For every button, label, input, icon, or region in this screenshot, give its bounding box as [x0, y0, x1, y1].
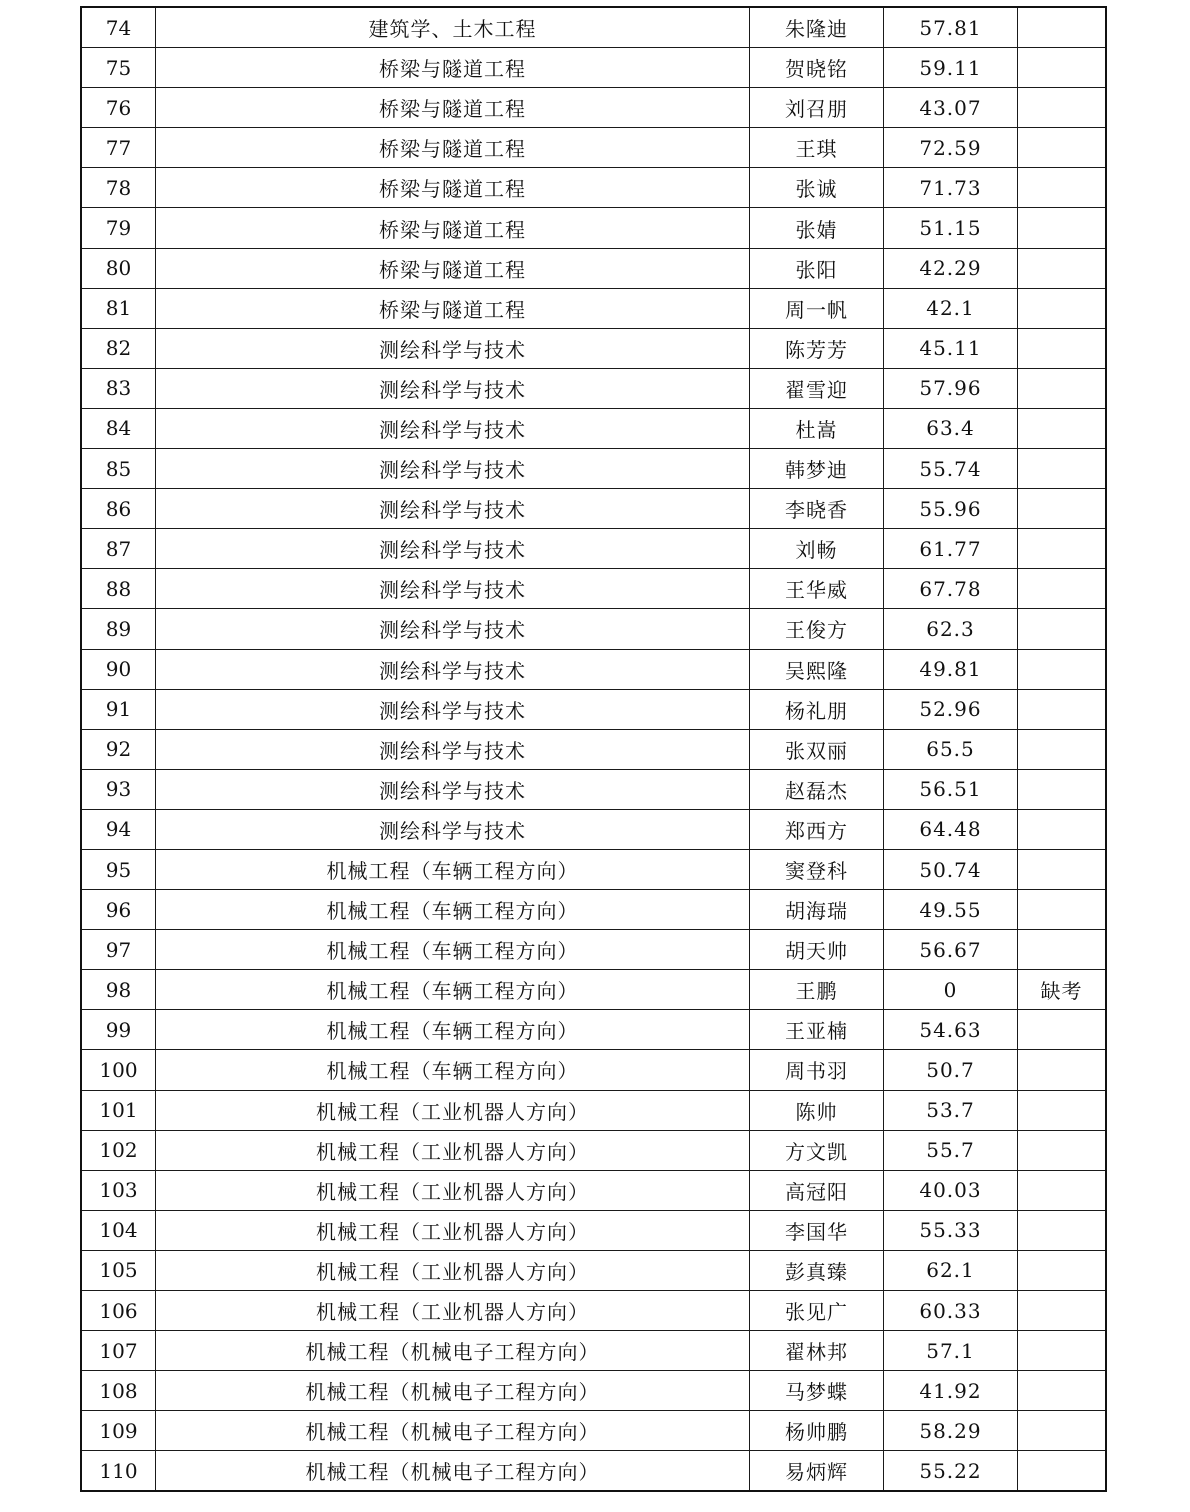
student-name-cell: 王琪 [750, 128, 884, 168]
table-row [81, 7, 1106, 48]
table-row [81, 1010, 1106, 1050]
score-cell: 49.55 [884, 890, 1018, 930]
major-cell: 测绘科学与技术 [156, 609, 750, 649]
note-cell [1018, 609, 1107, 649]
score-cell: 58.29 [884, 1411, 1018, 1451]
note-cell [1018, 449, 1107, 489]
row-number-cell: 80 [81, 248, 156, 288]
major-cell: 桥梁与隧道工程 [156, 128, 750, 168]
major-cell: 机械工程（车辆工程方向） [156, 1010, 750, 1050]
major-cell: 测绘科学与技术 [156, 449, 750, 489]
major-cell: 机械工程（机械电子工程方向） [156, 1371, 750, 1411]
note-cell [1018, 88, 1107, 128]
table-row [81, 1090, 1106, 1130]
table-row [81, 408, 1106, 448]
student-name-cell: 张婧 [750, 208, 884, 248]
score-cell: 65.5 [884, 729, 1018, 769]
row-number-cell: 97 [81, 930, 156, 970]
student-name-cell: 郑西方 [750, 809, 884, 849]
major-cell: 测绘科学与技术 [156, 569, 750, 609]
row-number-cell: 77 [81, 128, 156, 168]
student-name-cell: 杨帅鹏 [750, 1411, 884, 1451]
table-row [81, 88, 1106, 128]
student-name-cell: 李国华 [750, 1210, 884, 1250]
note-cell [1018, 1170, 1107, 1210]
table-row [81, 449, 1106, 489]
score-cell: 49.81 [884, 649, 1018, 689]
major-cell: 机械工程（机械电子工程方向） [156, 1411, 750, 1451]
note-cell [1018, 689, 1107, 729]
table-row [81, 1050, 1106, 1090]
row-number-cell: 109 [81, 1411, 156, 1451]
row-number-cell: 105 [81, 1250, 156, 1290]
table-row [81, 970, 1106, 1010]
table-row [81, 288, 1106, 328]
student-name-cell: 翟雪迎 [750, 368, 884, 408]
row-number-cell: 82 [81, 328, 156, 368]
major-cell: 测绘科学与技术 [156, 408, 750, 448]
major-cell: 机械工程（工业机器人方向） [156, 1250, 750, 1290]
row-number-cell: 78 [81, 168, 156, 208]
score-cell: 55.96 [884, 489, 1018, 529]
score-cell: 55.74 [884, 449, 1018, 489]
score-cell: 56.51 [884, 769, 1018, 809]
table-row [81, 769, 1106, 809]
score-cell: 52.96 [884, 689, 1018, 729]
score-cell: 53.7 [884, 1090, 1018, 1130]
score-cell: 43.07 [884, 88, 1018, 128]
major-cell: 测绘科学与技术 [156, 769, 750, 809]
row-number-cell: 95 [81, 849, 156, 889]
note-cell [1018, 930, 1107, 970]
table-row [81, 208, 1106, 248]
note-cell [1018, 1130, 1107, 1170]
table-row [81, 328, 1106, 368]
student-name-cell: 陈芳芳 [750, 328, 884, 368]
student-name-cell: 张诚 [750, 168, 884, 208]
row-number-cell: 85 [81, 449, 156, 489]
table-row [81, 1371, 1106, 1411]
row-number-cell: 86 [81, 489, 156, 529]
student-name-cell: 王华威 [750, 569, 884, 609]
row-number-cell: 91 [81, 689, 156, 729]
score-cell: 72.59 [884, 128, 1018, 168]
table-row [81, 529, 1106, 569]
score-cell: 50.74 [884, 849, 1018, 889]
score-cell: 55.7 [884, 1130, 1018, 1170]
row-number-cell: 107 [81, 1331, 156, 1371]
note-cell [1018, 809, 1107, 849]
score-cell: 62.1 [884, 1250, 1018, 1290]
student-name-cell: 翟林邦 [750, 1331, 884, 1371]
note-cell [1018, 1451, 1107, 1492]
score-table [80, 6, 1107, 1492]
row-number-cell: 96 [81, 890, 156, 930]
score-cell: 67.78 [884, 569, 1018, 609]
student-name-cell: 张双丽 [750, 729, 884, 769]
student-name-cell: 吴熙隆 [750, 649, 884, 689]
score-cell: 0 [884, 970, 1018, 1010]
row-number-cell: 102 [81, 1130, 156, 1170]
major-cell: 桥梁与隧道工程 [156, 48, 750, 88]
student-name-cell: 彭真臻 [750, 1250, 884, 1290]
major-cell: 桥梁与隧道工程 [156, 248, 750, 288]
score-cell: 42.29 [884, 248, 1018, 288]
major-cell: 机械工程（车辆工程方向） [156, 970, 750, 1010]
score-cell: 63.4 [884, 408, 1018, 448]
student-name-cell: 王亚楠 [750, 1010, 884, 1050]
student-name-cell: 杨礼朋 [750, 689, 884, 729]
table-row [81, 649, 1106, 689]
table-row [81, 1130, 1106, 1170]
table-row [81, 890, 1106, 930]
note-cell [1018, 769, 1107, 809]
major-cell: 测绘科学与技术 [156, 729, 750, 769]
table-row [81, 48, 1106, 88]
note-cell [1018, 1291, 1107, 1331]
student-name-cell: 杜嵩 [750, 408, 884, 448]
row-number-cell: 106 [81, 1291, 156, 1331]
table-row [81, 609, 1106, 649]
note-cell [1018, 890, 1107, 930]
major-cell: 测绘科学与技术 [156, 809, 750, 849]
major-cell: 机械工程（工业机器人方向） [156, 1130, 750, 1170]
note-cell [1018, 288, 1107, 328]
table-row [81, 1291, 1106, 1331]
score-cell: 60.33 [884, 1291, 1018, 1331]
table-row [81, 1331, 1106, 1371]
table-row [81, 1170, 1106, 1210]
student-name-cell: 贺晓铭 [750, 48, 884, 88]
score-cell: 61.77 [884, 529, 1018, 569]
major-cell: 机械工程（车辆工程方向） [156, 849, 750, 889]
row-number-cell: 75 [81, 48, 156, 88]
row-number-cell: 108 [81, 1371, 156, 1411]
table-row [81, 1250, 1106, 1290]
note-cell [1018, 1090, 1107, 1130]
major-cell: 测绘科学与技术 [156, 649, 750, 689]
score-cell: 45.11 [884, 328, 1018, 368]
note-cell [1018, 1411, 1107, 1451]
table-row [81, 168, 1106, 208]
row-number-cell: 79 [81, 208, 156, 248]
table-row [81, 1451, 1106, 1492]
score-cell: 71.73 [884, 168, 1018, 208]
row-number-cell: 83 [81, 368, 156, 408]
row-number-cell: 93 [81, 769, 156, 809]
row-number-cell: 98 [81, 970, 156, 1010]
note-cell [1018, 328, 1107, 368]
score-cell: 64.48 [884, 809, 1018, 849]
student-name-cell: 张见广 [750, 1291, 884, 1331]
row-number-cell: 110 [81, 1451, 156, 1492]
student-name-cell: 胡天帅 [750, 930, 884, 970]
student-name-cell: 高冠阳 [750, 1170, 884, 1210]
note-cell [1018, 7, 1107, 48]
row-number-cell: 84 [81, 408, 156, 448]
note-cell [1018, 529, 1107, 569]
major-cell: 测绘科学与技术 [156, 328, 750, 368]
major-cell: 桥梁与隧道工程 [156, 208, 750, 248]
major-cell: 测绘科学与技术 [156, 368, 750, 408]
student-name-cell: 刘畅 [750, 529, 884, 569]
score-cell: 40.03 [884, 1170, 1018, 1210]
table-row [81, 689, 1106, 729]
table-row [81, 248, 1106, 288]
student-name-cell: 李晓香 [750, 489, 884, 529]
student-name-cell: 方文凯 [750, 1130, 884, 1170]
score-table-body [81, 7, 1106, 1491]
student-name-cell: 易炳辉 [750, 1451, 884, 1492]
student-name-cell: 胡海瑞 [750, 890, 884, 930]
score-cell: 55.22 [884, 1451, 1018, 1492]
row-number-cell: 87 [81, 529, 156, 569]
student-name-cell: 窦登科 [750, 849, 884, 889]
note-cell [1018, 569, 1107, 609]
table-row [81, 849, 1106, 889]
note-cell [1018, 489, 1107, 529]
score-cell: 51.15 [884, 208, 1018, 248]
student-name-cell: 周一帆 [750, 288, 884, 328]
score-cell: 57.1 [884, 1331, 1018, 1371]
table-row [81, 809, 1106, 849]
score-cell: 56.67 [884, 930, 1018, 970]
major-cell: 机械工程（车辆工程方向） [156, 890, 750, 930]
table-row [81, 729, 1106, 769]
major-cell: 机械工程（工业机器人方向） [156, 1210, 750, 1250]
table-row [81, 569, 1106, 609]
note-cell [1018, 1250, 1107, 1290]
row-number-cell: 103 [81, 1170, 156, 1210]
note-cell [1018, 248, 1107, 288]
score-cell: 55.33 [884, 1210, 1018, 1250]
row-number-cell: 100 [81, 1050, 156, 1090]
table-row [81, 128, 1106, 168]
table-row [81, 489, 1106, 529]
note-cell [1018, 849, 1107, 889]
major-cell: 机械工程（机械电子工程方向） [156, 1331, 750, 1371]
note-cell [1018, 408, 1107, 448]
row-number-cell: 81 [81, 288, 156, 328]
score-cell: 57.96 [884, 368, 1018, 408]
major-cell: 测绘科学与技术 [156, 529, 750, 569]
major-cell: 机械工程（工业机器人方向） [156, 1291, 750, 1331]
major-cell: 机械工程（工业机器人方向） [156, 1090, 750, 1130]
score-cell: 41.92 [884, 1371, 1018, 1411]
score-cell: 54.63 [884, 1010, 1018, 1050]
note-cell [1018, 128, 1107, 168]
row-number-cell: 92 [81, 729, 156, 769]
major-cell: 测绘科学与技术 [156, 689, 750, 729]
row-number-cell: 89 [81, 609, 156, 649]
row-number-cell: 94 [81, 809, 156, 849]
score-cell: 57.81 [884, 7, 1018, 48]
student-name-cell: 刘召朋 [750, 88, 884, 128]
student-name-cell: 王俊方 [750, 609, 884, 649]
student-name-cell: 马梦蝶 [750, 1371, 884, 1411]
row-number-cell: 104 [81, 1210, 156, 1250]
table-row [81, 1210, 1106, 1250]
major-cell: 桥梁与隧道工程 [156, 168, 750, 208]
note-cell [1018, 729, 1107, 769]
row-number-cell: 88 [81, 569, 156, 609]
student-name-cell: 王鹏 [750, 970, 884, 1010]
major-cell: 机械工程（机械电子工程方向） [156, 1451, 750, 1492]
note-cell: 缺考 [1018, 970, 1107, 1010]
row-number-cell: 101 [81, 1090, 156, 1130]
student-name-cell: 周书羽 [750, 1050, 884, 1090]
score-cell: 50.7 [884, 1050, 1018, 1090]
note-cell [1018, 48, 1107, 88]
note-cell [1018, 168, 1107, 208]
student-name-cell: 赵磊杰 [750, 769, 884, 809]
major-cell: 测绘科学与技术 [156, 489, 750, 529]
major-cell: 机械工程（车辆工程方向） [156, 1050, 750, 1090]
row-number-cell: 76 [81, 88, 156, 128]
student-name-cell: 张阳 [750, 248, 884, 288]
note-cell [1018, 208, 1107, 248]
major-cell: 建筑学、土木工程 [156, 7, 750, 48]
note-cell [1018, 1050, 1107, 1090]
table-row [81, 930, 1106, 970]
score-cell: 62.3 [884, 609, 1018, 649]
major-cell: 机械工程（车辆工程方向） [156, 930, 750, 970]
student-name-cell: 朱隆迪 [750, 7, 884, 48]
student-name-cell: 陈帅 [750, 1090, 884, 1130]
row-number-cell: 99 [81, 1010, 156, 1050]
major-cell: 机械工程（工业机器人方向） [156, 1170, 750, 1210]
note-cell [1018, 1010, 1107, 1050]
note-cell [1018, 368, 1107, 408]
note-cell [1018, 1331, 1107, 1371]
note-cell [1018, 649, 1107, 689]
table-row [81, 1411, 1106, 1451]
table-row [81, 368, 1106, 408]
major-cell: 桥梁与隧道工程 [156, 88, 750, 128]
row-number-cell: 74 [81, 7, 156, 48]
note-cell [1018, 1210, 1107, 1250]
note-cell [1018, 1371, 1107, 1411]
score-cell: 42.1 [884, 288, 1018, 328]
row-number-cell: 90 [81, 649, 156, 689]
score-cell: 59.11 [884, 48, 1018, 88]
student-name-cell: 韩梦迪 [750, 449, 884, 489]
major-cell: 桥梁与隧道工程 [156, 288, 750, 328]
